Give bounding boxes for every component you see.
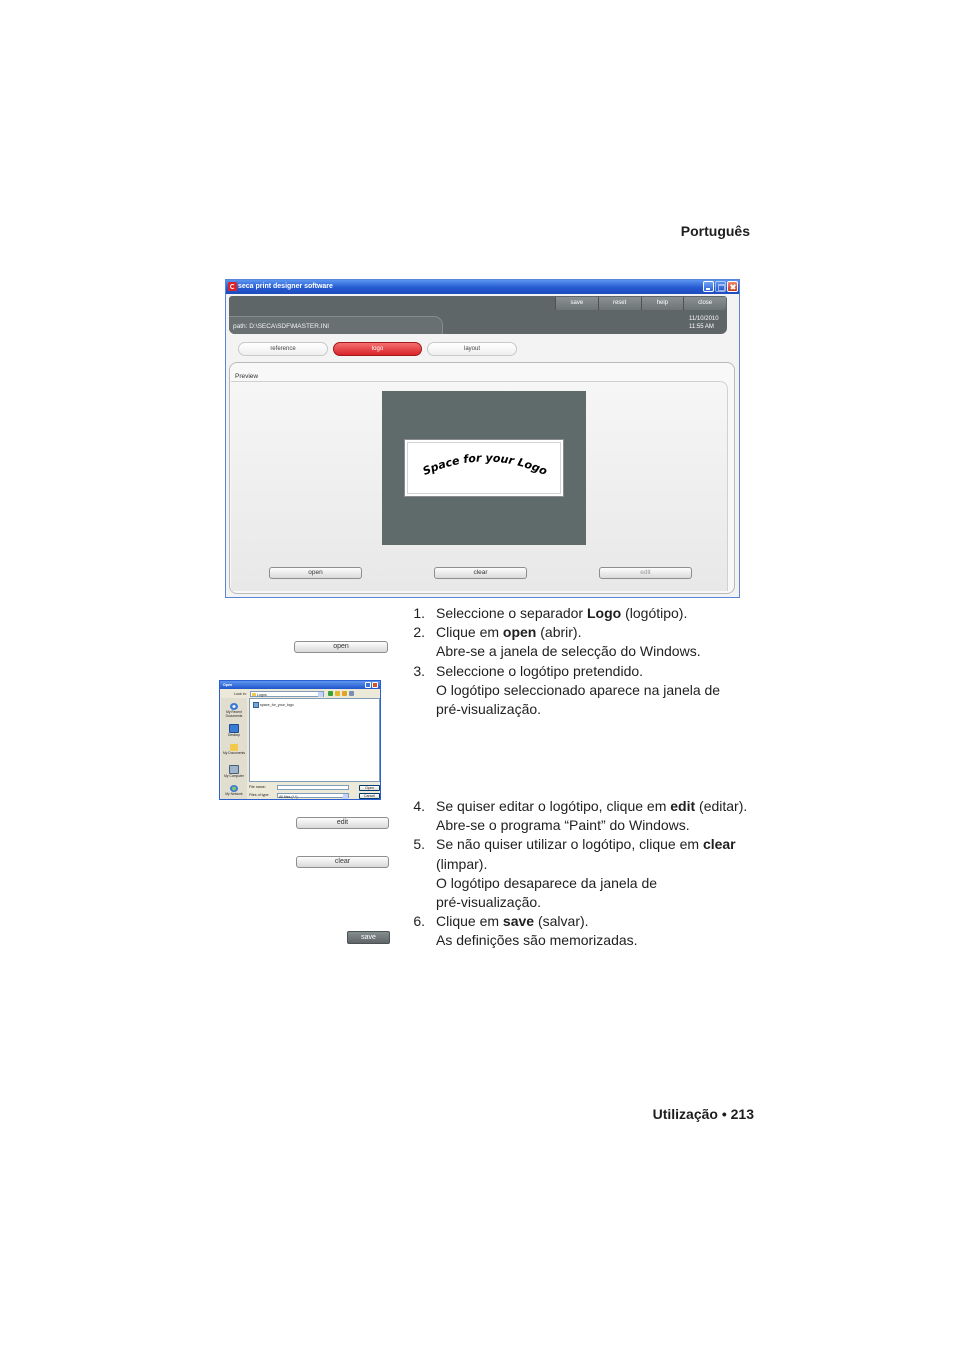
file-type-select[interactable] bbox=[277, 793, 349, 798]
tab-logo[interactable]: logo bbox=[333, 342, 422, 356]
step-result: pré-visualização. bbox=[436, 701, 542, 718]
file-list bbox=[249, 698, 380, 782]
network-icon bbox=[230, 785, 238, 792]
step-result: pré-visualização. bbox=[436, 894, 542, 911]
side-open-button[interactable]: open bbox=[294, 641, 388, 653]
place-my-computer[interactable] bbox=[221, 765, 247, 779]
instruction-list-part-2 bbox=[405, 797, 747, 951]
file-path: path: D:\SECA\SDF\MASTER.INI bbox=[233, 323, 330, 330]
place-label: Desktop bbox=[227, 733, 241, 737]
new-folder-icon[interactable] bbox=[342, 691, 347, 696]
side-save-button[interactable]: save bbox=[347, 931, 390, 944]
seca-app-window bbox=[225, 279, 740, 598]
menu-reset-button[interactable]: reset bbox=[598, 297, 641, 310]
look-in-value: Logos bbox=[257, 693, 267, 697]
step-number: 4. bbox=[413, 798, 425, 814]
open-button[interactable]: open bbox=[269, 567, 362, 579]
up-folder-icon[interactable] bbox=[335, 691, 340, 696]
ui-term: open bbox=[502, 624, 537, 641]
ui-term: Logo bbox=[587, 605, 622, 621]
ui-term: save bbox=[502, 913, 535, 930]
step-number: 5. bbox=[413, 836, 425, 853]
recent-documents-icon bbox=[230, 703, 238, 710]
window-title-bar bbox=[226, 280, 739, 294]
step-result: Abre-se a janela de selecção do Windows. bbox=[436, 643, 701, 660]
back-icon[interactable] bbox=[328, 691, 333, 696]
close-icon[interactable] bbox=[372, 682, 378, 688]
menu-help-button[interactable]: help bbox=[641, 297, 684, 310]
step-text: (limpar). bbox=[436, 855, 488, 872]
side-edit-button[interactable]: edit bbox=[296, 817, 389, 829]
seca-logo-icon bbox=[228, 282, 237, 291]
step-text: Seleccione o separador Logo (logótipo). bbox=[436, 605, 688, 621]
preview-title: Preview bbox=[235, 373, 259, 380]
close-window-icon[interactable] bbox=[727, 281, 738, 292]
dialog-title-bar bbox=[220, 681, 380, 689]
app-header bbox=[229, 296, 727, 334]
tab-reference[interactable]: reference bbox=[238, 342, 328, 356]
look-in-label: Look in: bbox=[234, 692, 247, 696]
my-computer-icon bbox=[229, 765, 239, 774]
folder-icon bbox=[252, 693, 256, 696]
file-name: space_for_your_logo bbox=[260, 702, 294, 707]
logo-placeholder bbox=[404, 439, 564, 497]
list-item[interactable] bbox=[253, 702, 294, 708]
step-2 bbox=[405, 623, 720, 661]
edit-button[interactable]: edit bbox=[599, 567, 692, 579]
window-title: seca print designer software bbox=[238, 283, 333, 290]
place-label: My Documents bbox=[223, 751, 245, 755]
file-name-input[interactable] bbox=[277, 785, 349, 790]
language-header: Português bbox=[680, 223, 750, 239]
menu-save-button[interactable]: save bbox=[555, 297, 598, 310]
logo-placeholder-graphic bbox=[405, 440, 565, 498]
step-text: Clique em save (salvar). bbox=[436, 913, 589, 930]
place-my-documents[interactable] bbox=[221, 744, 247, 756]
place-recent-documents[interactable] bbox=[221, 703, 247, 719]
file-name-label: File name: bbox=[249, 785, 266, 789]
help-icon[interactable] bbox=[365, 682, 371, 688]
step-number: 3. bbox=[413, 662, 425, 679]
logo-placeholder-text bbox=[421, 451, 550, 478]
step-text: Se não quiser utilizar o logótipo, clique em clear bbox=[436, 836, 736, 853]
date-time bbox=[689, 315, 719, 331]
step-text: Seleccione o logótipo pretendido. bbox=[436, 662, 644, 679]
minimize-icon[interactable] bbox=[703, 281, 714, 292]
clear-button[interactable]: clear bbox=[434, 567, 527, 579]
step-result: Abre-se o programa “Paint” do Windows. bbox=[436, 817, 690, 834]
file-type-value: All files (*.*) bbox=[279, 794, 298, 799]
dialog-cancel-button[interactable]: Cancel bbox=[359, 793, 380, 799]
desktop-icon bbox=[229, 724, 239, 733]
preview-panel bbox=[229, 362, 735, 594]
step-text: Se quiser editar o logótipo, clique em edit (editar). bbox=[436, 798, 748, 814]
my-documents-icon bbox=[230, 744, 238, 751]
place-desktop[interactable] bbox=[221, 724, 247, 738]
step-number: 6. bbox=[413, 913, 425, 930]
chevron-down-icon bbox=[343, 794, 348, 799]
step-number: 2. bbox=[413, 624, 425, 641]
chevron-down-icon bbox=[318, 692, 323, 697]
step-1 bbox=[405, 604, 720, 623]
menu-close-button[interactable]: close bbox=[683, 297, 726, 310]
instruction-list-part-1 bbox=[405, 604, 720, 719]
logo-placeholder-textpath: Space for your Logo bbox=[420, 451, 550, 478]
step-number: 1. bbox=[413, 605, 425, 621]
step-4 bbox=[405, 797, 747, 835]
dialog-title: Open bbox=[223, 683, 233, 687]
logo-preview-canvas bbox=[382, 391, 586, 545]
step-text: Clique em open (abrir). bbox=[436, 624, 582, 641]
open-file-dialog bbox=[219, 680, 381, 800]
date-label: 11/10/2010 bbox=[689, 316, 719, 322]
page-footer: Utilização • 213 bbox=[652, 1106, 754, 1122]
view-menu-icon[interactable] bbox=[349, 691, 354, 696]
side-clear-button[interactable]: clear bbox=[296, 856, 389, 868]
dialog-open-button[interactable]: Open bbox=[359, 785, 380, 791]
top-menu bbox=[555, 297, 726, 310]
place-label: My Network bbox=[225, 792, 243, 796]
time-label: 11:55 AM bbox=[689, 324, 714, 330]
step-result: O logótipo seleccionado aparece na janela de bbox=[436, 681, 721, 698]
step-5 bbox=[405, 835, 747, 912]
step-3 bbox=[405, 662, 720, 720]
ui-term: clear bbox=[702, 836, 736, 853]
place-my-network[interactable] bbox=[221, 785, 247, 797]
step-6 bbox=[405, 912, 747, 950]
place-label: My Computer bbox=[224, 774, 244, 778]
image-file-icon bbox=[253, 702, 259, 708]
tab-layout[interactable]: layout bbox=[427, 342, 517, 356]
ui-term: edit bbox=[670, 798, 696, 814]
place-label: My Recent Documents bbox=[225, 710, 243, 718]
places-bar bbox=[221, 698, 247, 799]
look-in-select[interactable] bbox=[250, 691, 324, 697]
file-type-label: Files of type: bbox=[249, 793, 270, 797]
maximize-icon[interactable] bbox=[715, 281, 726, 292]
step-result: As definições são memorizadas. bbox=[436, 932, 638, 949]
step-result: O logótipo desaparece da janela de bbox=[436, 874, 658, 891]
